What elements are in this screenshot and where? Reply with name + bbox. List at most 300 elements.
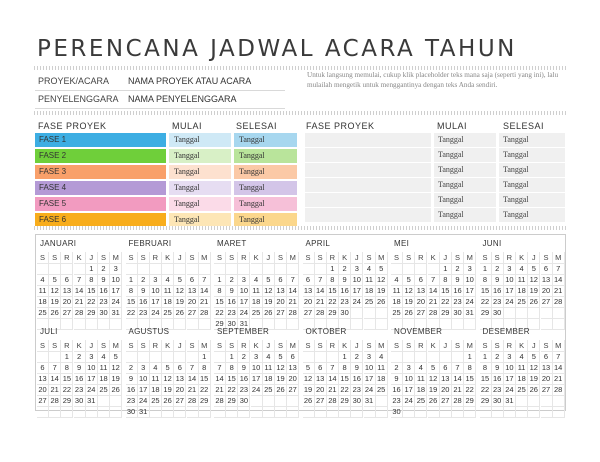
phase-label-right-6[interactable] xyxy=(305,208,431,222)
phase-label-right-3[interactable] xyxy=(305,163,431,177)
day-cell[interactable]: 17 xyxy=(403,384,415,396)
day-cell[interactable]: 6 xyxy=(275,274,287,286)
day-cell[interactable]: 13 xyxy=(303,285,315,297)
day-cell[interactable]: 8 xyxy=(86,274,98,286)
day-cell[interactable]: 10 xyxy=(464,274,476,286)
day-cell[interactable] xyxy=(174,318,186,330)
day-cell[interactable] xyxy=(275,406,287,418)
day-cell[interactable]: 2 xyxy=(238,351,250,363)
day-cell[interactable]: 5 xyxy=(110,351,122,363)
day-cell[interactable]: 12 xyxy=(162,373,174,385)
day-cell[interactable]: 11 xyxy=(150,373,162,385)
day-cell[interactable]: 10 xyxy=(504,362,516,374)
day-cell[interactable]: 20 xyxy=(541,285,553,297)
day-cell[interactable]: 5 xyxy=(303,362,315,374)
phase-label-1[interactable]: FASE 1 xyxy=(35,133,166,147)
day-cell[interactable]: 5 xyxy=(174,274,186,286)
day-cell[interactable]: 31 xyxy=(138,406,150,418)
day-cell[interactable]: 28 xyxy=(187,395,199,407)
day-cell[interactable] xyxy=(187,406,199,418)
phase-label-right-4[interactable] xyxy=(305,178,431,192)
day-cell[interactable]: 31 xyxy=(364,395,376,407)
day-cell[interactable]: 12 xyxy=(403,285,415,297)
day-cell[interactable]: 26 xyxy=(528,384,540,396)
day-cell[interactable]: 1 xyxy=(480,263,492,275)
day-cell[interactable]: 8 xyxy=(440,274,452,286)
day-cell[interactable]: 12 xyxy=(275,362,287,374)
day-cell[interactable]: 15 xyxy=(440,285,452,297)
day-cell[interactable]: 18 xyxy=(98,373,110,385)
day-cell[interactable] xyxy=(98,318,110,330)
day-cell[interactable]: 19 xyxy=(303,384,315,396)
day-cell[interactable]: 18 xyxy=(516,285,528,297)
day-cell[interactable]: 6 xyxy=(61,274,73,286)
day-cell[interactable]: 9 xyxy=(492,362,504,374)
day-cell[interactable]: 14 xyxy=(428,285,440,297)
day-cell[interactable] xyxy=(351,406,363,418)
day-cell[interactable]: 29 xyxy=(339,395,351,407)
day-cell[interactable]: 7 xyxy=(452,362,464,374)
day-cell[interactable]: 1 xyxy=(126,274,138,286)
day-cell[interactable]: 14 xyxy=(327,373,339,385)
day-cell[interactable]: 17 xyxy=(504,285,516,297)
day-cell[interactable]: 2 xyxy=(492,351,504,363)
day-cell[interactable]: 25 xyxy=(376,384,388,396)
day-cell[interactable]: 11 xyxy=(251,285,263,297)
day-cell[interactable]: 3 xyxy=(504,351,516,363)
day-cell[interactable]: 2 xyxy=(98,263,110,275)
day-cell[interactable]: 23 xyxy=(126,395,138,407)
day-cell[interactable]: 20 xyxy=(303,296,315,308)
day-cell[interactable]: 13 xyxy=(440,373,452,385)
day-cell[interactable]: 22 xyxy=(86,296,98,308)
organizer-name-field[interactable]: NAMA PENYELENGGARA xyxy=(128,94,237,104)
day-cell[interactable]: 7 xyxy=(327,362,339,374)
day-cell[interactable]: 30 xyxy=(74,395,86,407)
day-cell[interactable]: 10 xyxy=(251,362,263,374)
day-cell[interactable]: 30 xyxy=(452,307,464,319)
day-cell[interactable]: 25 xyxy=(98,384,110,396)
day-cell[interactable] xyxy=(199,406,211,418)
day-cell[interactable]: 14 xyxy=(553,274,565,286)
day-cell[interactable]: 9 xyxy=(126,373,138,385)
day-cell[interactable]: 17 xyxy=(251,373,263,385)
day-cell[interactable]: 10 xyxy=(364,362,376,374)
day-cell[interactable]: 24 xyxy=(464,296,476,308)
day-cell[interactable]: 10 xyxy=(504,274,516,286)
day-cell[interactable]: 18 xyxy=(37,296,49,308)
day-cell[interactable]: 20 xyxy=(287,373,299,385)
day-cell[interactable]: 26 xyxy=(376,296,388,308)
day-cell[interactable] xyxy=(226,406,238,418)
day-cell[interactable]: 31 xyxy=(238,318,250,330)
day-cell[interactable]: 6 xyxy=(37,362,49,374)
phase-end-date-4[interactable]: Tanggal xyxy=(234,181,297,195)
day-cell[interactable]: 29 xyxy=(199,395,211,407)
day-cell[interactable]: 1 xyxy=(226,351,238,363)
day-cell[interactable]: 23 xyxy=(391,395,403,407)
day-cell[interactable]: 12 xyxy=(376,274,388,286)
day-cell[interactable]: 7 xyxy=(287,274,299,286)
day-cell[interactable]: 31 xyxy=(504,395,516,407)
day-cell[interactable]: 24 xyxy=(86,384,98,396)
day-cell[interactable]: 25 xyxy=(391,307,403,319)
day-cell[interactable]: 17 xyxy=(238,296,250,308)
day-cell[interactable]: 2 xyxy=(138,274,150,286)
phase-end-date-2[interactable]: Tanggal xyxy=(234,149,297,163)
day-cell[interactable]: 2 xyxy=(452,263,464,275)
day-cell[interactable]: 21 xyxy=(428,296,440,308)
day-cell[interactable]: 30 xyxy=(98,307,110,319)
day-cell[interactable]: 5 xyxy=(528,263,540,275)
day-cell[interactable]: 9 xyxy=(391,373,403,385)
day-cell[interactable]: 8 xyxy=(327,274,339,286)
day-cell[interactable]: 13 xyxy=(541,274,553,286)
day-cell[interactable]: 8 xyxy=(126,285,138,297)
day-cell[interactable]: 22 xyxy=(61,384,73,396)
day-cell[interactable] xyxy=(37,406,49,418)
day-cell[interactable]: 21 xyxy=(553,285,565,297)
day-cell[interactable] xyxy=(480,406,492,418)
day-cell[interactable]: 25 xyxy=(37,307,49,319)
day-cell[interactable]: 20 xyxy=(541,373,553,385)
day-cell[interactable]: 13 xyxy=(275,285,287,297)
day-cell[interactable]: 26 xyxy=(263,307,275,319)
day-cell[interactable]: 3 xyxy=(364,351,376,363)
day-cell[interactable]: 24 xyxy=(364,384,376,396)
day-cell[interactable]: 14 xyxy=(452,373,464,385)
day-cell[interactable]: 19 xyxy=(376,285,388,297)
day-cell[interactable]: 17 xyxy=(138,384,150,396)
day-cell[interactable] xyxy=(303,406,315,418)
day-cell[interactable]: 4 xyxy=(162,274,174,286)
day-cell[interactable]: 6 xyxy=(541,263,553,275)
day-cell[interactable]: 13 xyxy=(315,373,327,385)
day-cell[interactable]: 22 xyxy=(480,384,492,396)
day-cell[interactable]: 26 xyxy=(275,384,287,396)
day-cell[interactable]: 17 xyxy=(150,296,162,308)
day-cell[interactable]: 21 xyxy=(214,384,226,396)
day-cell[interactable]: 24 xyxy=(238,307,250,319)
day-cell[interactable]: 20 xyxy=(61,296,73,308)
day-cell[interactable]: 13 xyxy=(187,285,199,297)
phase-start-date-right-2[interactable]: Tanggal xyxy=(434,148,496,162)
day-cell[interactable]: 24 xyxy=(138,395,150,407)
day-cell[interactable] xyxy=(110,318,122,330)
day-cell[interactable]: 28 xyxy=(214,395,226,407)
instructions-text[interactable]: Untuk langsung memulai, cukup klik placeholder teks mana saja (seperti yang ini), lalu mulailah mengetik untuk menggantinya dengan teks Anda sendiri. xyxy=(307,71,559,89)
day-cell[interactable]: 2 xyxy=(339,263,351,275)
day-cell[interactable]: 15 xyxy=(464,373,476,385)
day-cell[interactable] xyxy=(86,318,98,330)
day-cell[interactable]: 9 xyxy=(226,285,238,297)
day-cell[interactable]: 23 xyxy=(351,384,363,396)
phase-start-date-6[interactable]: Tanggal xyxy=(169,213,231,227)
phase-label-3[interactable]: FASE 3 xyxy=(35,165,166,179)
day-cell[interactable] xyxy=(440,406,452,418)
day-cell[interactable]: 27 xyxy=(415,307,427,319)
phase-end-date-right-4[interactable]: Tanggal xyxy=(499,178,565,192)
day-cell[interactable]: 5 xyxy=(428,362,440,374)
day-cell[interactable]: 27 xyxy=(61,307,73,319)
day-cell[interactable]: 19 xyxy=(263,296,275,308)
day-cell[interactable]: 21 xyxy=(452,384,464,396)
day-cell[interactable]: 7 xyxy=(553,351,565,363)
day-cell[interactable]: 10 xyxy=(150,285,162,297)
day-cell[interactable]: 21 xyxy=(187,384,199,396)
day-cell[interactable] xyxy=(98,406,110,418)
day-cell[interactable]: 18 xyxy=(415,384,427,396)
day-cell[interactable]: 21 xyxy=(49,384,61,396)
day-cell[interactable]: 1 xyxy=(199,351,211,363)
day-cell[interactable]: 24 xyxy=(504,296,516,308)
phase-start-date-5[interactable]: Tanggal xyxy=(169,197,231,211)
day-cell[interactable]: 27 xyxy=(174,395,186,407)
day-cell[interactable]: 15 xyxy=(214,296,226,308)
day-cell[interactable]: 22 xyxy=(440,296,452,308)
day-cell[interactable]: 22 xyxy=(464,384,476,396)
day-cell[interactable]: 6 xyxy=(287,351,299,363)
day-cell[interactable]: 24 xyxy=(251,384,263,396)
day-cell[interactable]: 19 xyxy=(49,296,61,308)
day-cell[interactable]: 23 xyxy=(238,384,250,396)
day-cell[interactable]: 27 xyxy=(287,384,299,396)
day-cell[interactable]: 16 xyxy=(98,285,110,297)
day-cell[interactable]: 9 xyxy=(351,362,363,374)
day-cell[interactable]: 13 xyxy=(174,373,186,385)
day-cell[interactable] xyxy=(464,406,476,418)
day-cell[interactable]: 29 xyxy=(86,307,98,319)
day-cell[interactable]: 26 xyxy=(303,395,315,407)
day-cell[interactable]: 16 xyxy=(238,373,250,385)
day-cell[interactable]: 22 xyxy=(226,384,238,396)
day-cell[interactable]: 18 xyxy=(516,373,528,385)
day-cell[interactable]: 16 xyxy=(226,296,238,308)
phase-start-date-right-5[interactable]: Tanggal xyxy=(434,193,496,207)
day-cell[interactable]: 6 xyxy=(315,362,327,374)
day-cell[interactable]: 25 xyxy=(415,395,427,407)
day-cell[interactable]: 3 xyxy=(403,362,415,374)
day-cell[interactable]: 16 xyxy=(391,384,403,396)
day-cell[interactable]: 15 xyxy=(339,373,351,385)
day-cell[interactable]: 30 xyxy=(391,406,403,418)
day-cell[interactable]: 3 xyxy=(110,263,122,275)
day-cell[interactable]: 8 xyxy=(480,274,492,286)
day-cell[interactable]: 3 xyxy=(351,263,363,275)
day-cell[interactable]: 18 xyxy=(391,296,403,308)
day-cell[interactable]: 11 xyxy=(516,362,528,374)
day-cell[interactable]: 18 xyxy=(263,373,275,385)
day-cell[interactable]: 30 xyxy=(492,395,504,407)
day-cell[interactable]: 26 xyxy=(403,307,415,319)
day-cell[interactable]: 31 xyxy=(464,307,476,319)
day-cell[interactable]: 14 xyxy=(49,373,61,385)
day-cell[interactable]: 8 xyxy=(214,285,226,297)
day-cell[interactable]: 26 xyxy=(428,395,440,407)
day-cell[interactable]: 4 xyxy=(364,263,376,275)
day-cell[interactable]: 18 xyxy=(251,296,263,308)
day-cell[interactable]: 16 xyxy=(126,384,138,396)
day-cell[interactable]: 27 xyxy=(37,395,49,407)
day-cell[interactable] xyxy=(327,406,339,418)
day-cell[interactable]: 10 xyxy=(110,274,122,286)
day-cell[interactable]: 23 xyxy=(74,384,86,396)
day-cell[interactable]: 4 xyxy=(98,351,110,363)
day-cell[interactable]: 15 xyxy=(226,373,238,385)
day-cell[interactable]: 4 xyxy=(376,351,388,363)
day-cell[interactable]: 28 xyxy=(553,296,565,308)
day-cell[interactable]: 1 xyxy=(214,274,226,286)
day-cell[interactable]: 8 xyxy=(464,362,476,374)
day-cell[interactable] xyxy=(315,406,327,418)
day-cell[interactable]: 23 xyxy=(492,384,504,396)
day-cell[interactable]: 1 xyxy=(327,263,339,275)
phase-end-date-5[interactable]: Tanggal xyxy=(234,197,297,211)
day-cell[interactable]: 13 xyxy=(287,362,299,374)
day-cell[interactable]: 8 xyxy=(199,362,211,374)
day-cell[interactable]: 4 xyxy=(391,274,403,286)
day-cell[interactable]: 14 xyxy=(187,373,199,385)
day-cell[interactable]: 15 xyxy=(480,373,492,385)
day-cell[interactable]: 10 xyxy=(86,362,98,374)
day-cell[interactable]: 5 xyxy=(528,351,540,363)
day-cell[interactable]: 15 xyxy=(327,285,339,297)
day-cell[interactable]: 6 xyxy=(541,351,553,363)
day-cell[interactable] xyxy=(553,318,565,330)
day-cell[interactable]: 27 xyxy=(303,307,315,319)
day-cell[interactable]: 6 xyxy=(303,274,315,286)
day-cell[interactable]: 21 xyxy=(287,296,299,308)
day-cell[interactable]: 19 xyxy=(162,384,174,396)
day-cell[interactable]: 20 xyxy=(315,384,327,396)
day-cell[interactable] xyxy=(351,318,363,330)
day-cell[interactable]: 1 xyxy=(464,351,476,363)
day-cell[interactable]: 23 xyxy=(226,307,238,319)
day-cell[interactable]: 7 xyxy=(428,274,440,286)
day-cell[interactable] xyxy=(263,406,275,418)
day-cell[interactable]: 3 xyxy=(150,274,162,286)
day-cell[interactable]: 26 xyxy=(110,384,122,396)
day-cell[interactable]: 24 xyxy=(351,296,363,308)
day-cell[interactable]: 31 xyxy=(86,395,98,407)
day-cell[interactable]: 21 xyxy=(553,373,565,385)
day-cell[interactable]: 2 xyxy=(226,274,238,286)
day-cell[interactable]: 20 xyxy=(440,384,452,396)
day-cell[interactable]: 3 xyxy=(86,351,98,363)
day-cell[interactable]: 27 xyxy=(541,384,553,396)
day-cell[interactable]: 16 xyxy=(138,296,150,308)
day-cell[interactable] xyxy=(74,318,86,330)
day-cell[interactable]: 25 xyxy=(516,384,528,396)
day-cell[interactable]: 22 xyxy=(199,384,211,396)
day-cell[interactable] xyxy=(492,406,504,418)
day-cell[interactable] xyxy=(74,406,86,418)
day-cell[interactable] xyxy=(150,406,162,418)
day-cell[interactable] xyxy=(61,406,73,418)
day-cell[interactable]: 9 xyxy=(492,274,504,286)
day-cell[interactable]: 12 xyxy=(174,285,186,297)
day-cell[interactable]: 12 xyxy=(528,362,540,374)
day-cell[interactable] xyxy=(403,406,415,418)
day-cell[interactable]: 8 xyxy=(339,362,351,374)
day-cell[interactable]: 21 xyxy=(74,296,86,308)
day-cell[interactable]: 3 xyxy=(504,263,516,275)
day-cell[interactable]: 27 xyxy=(315,395,327,407)
day-cell[interactable]: 15 xyxy=(61,373,73,385)
day-cell[interactable]: 3 xyxy=(238,274,250,286)
day-cell[interactable]: 29 xyxy=(327,307,339,319)
day-cell[interactable]: 2 xyxy=(492,263,504,275)
day-cell[interactable]: 18 xyxy=(150,384,162,396)
phase-label-6[interactable]: FASE 6 xyxy=(35,213,166,227)
day-cell[interactable]: 19 xyxy=(528,373,540,385)
day-cell[interactable] xyxy=(428,406,440,418)
day-cell[interactable]: 25 xyxy=(162,307,174,319)
day-cell[interactable]: 11 xyxy=(516,274,528,286)
day-cell[interactable]: 7 xyxy=(199,274,211,286)
day-cell[interactable]: 11 xyxy=(162,285,174,297)
day-cell[interactable]: 17 xyxy=(351,285,363,297)
day-cell[interactable]: 4 xyxy=(516,263,528,275)
day-cell[interactable]: 16 xyxy=(74,373,86,385)
day-cell[interactable]: 10 xyxy=(351,274,363,286)
phase-end-date-3[interactable]: Tanggal xyxy=(234,165,297,179)
day-cell[interactable]: 19 xyxy=(403,296,415,308)
phase-end-date-right-6[interactable]: Tanggal xyxy=(499,208,565,222)
day-cell[interactable]: 30 xyxy=(351,395,363,407)
phase-start-date-right-4[interactable]: Tanggal xyxy=(434,178,496,192)
day-cell[interactable]: 11 xyxy=(98,362,110,374)
day-cell[interactable]: 17 xyxy=(110,285,122,297)
day-cell[interactable]: 30 xyxy=(226,318,238,330)
day-cell[interactable]: 30 xyxy=(238,395,250,407)
day-cell[interactable]: 14 xyxy=(553,362,565,374)
day-cell[interactable]: 9 xyxy=(238,362,250,374)
day-cell[interactable] xyxy=(287,406,299,418)
day-cell[interactable]: 20 xyxy=(415,296,427,308)
day-cell[interactable]: 30 xyxy=(339,307,351,319)
day-cell[interactable] xyxy=(251,406,263,418)
day-cell[interactable]: 29 xyxy=(226,395,238,407)
day-cell[interactable]: 4 xyxy=(150,362,162,374)
day-cell[interactable]: 9 xyxy=(138,285,150,297)
day-cell[interactable]: 7 xyxy=(49,362,61,374)
day-cell[interactable] xyxy=(364,318,376,330)
day-cell[interactable]: 1 xyxy=(86,263,98,275)
phase-start-date-right-6[interactable]: Tanggal xyxy=(434,208,496,222)
day-cell[interactable]: 28 xyxy=(315,307,327,319)
day-cell[interactable]: 16 xyxy=(492,285,504,297)
day-cell[interactable]: 13 xyxy=(541,362,553,374)
day-cell[interactable] xyxy=(162,406,174,418)
day-cell[interactable]: 20 xyxy=(37,384,49,396)
day-cell[interactable]: 29 xyxy=(440,307,452,319)
phase-end-date-right-3[interactable]: Tanggal xyxy=(499,163,565,177)
day-cell[interactable]: 24 xyxy=(403,395,415,407)
day-cell[interactable]: 25 xyxy=(150,395,162,407)
day-cell[interactable]: 15 xyxy=(199,373,211,385)
day-cell[interactable]: 27 xyxy=(541,296,553,308)
day-cell[interactable]: 2 xyxy=(126,362,138,374)
day-cell[interactable] xyxy=(553,406,565,418)
day-cell[interactable]: 17 xyxy=(464,285,476,297)
day-cell[interactable]: 25 xyxy=(251,307,263,319)
phase-label-4[interactable]: FASE 4 xyxy=(35,181,166,195)
day-cell[interactable]: 12 xyxy=(303,373,315,385)
phase-start-date-right-1[interactable]: Tanggal xyxy=(434,133,496,147)
day-cell[interactable]: 6 xyxy=(440,362,452,374)
day-cell[interactable]: 9 xyxy=(98,274,110,286)
